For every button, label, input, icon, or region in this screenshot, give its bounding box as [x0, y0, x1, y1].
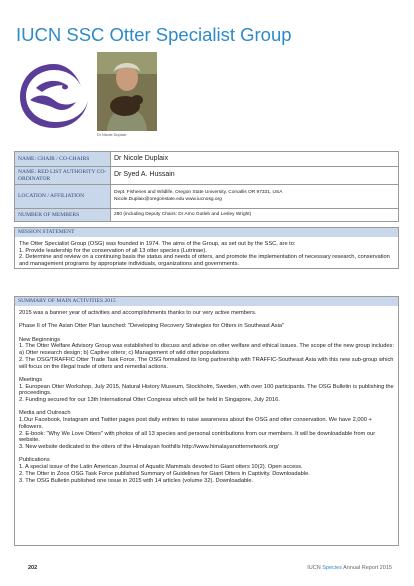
report-ref-prefix: IUCN [307, 565, 321, 571]
info-value [111, 209, 399, 222]
mission-text: The Otter Specialist Group (OSG) was founded in 1974. The aims of the Group, as set out by the SSC, are to: 1. Provide leadership for the conservation of all 13 otter species (Lutrinae). 2. Determine and review on a continuing basis the status and needs of otters, and promote the implementation of necessary research, conservation and management programs by appropriate individuals, organizations and governments. [19, 241, 390, 268]
page-number: 202 [28, 565, 38, 571]
mission-heading: MISSION STATEMENT [15, 228, 398, 237]
activities-body [15, 306, 398, 488]
info-value: Dr Nicole Duplaix [111, 152, 399, 167]
info-row-chair [15, 152, 399, 167]
info-row-members [15, 209, 399, 222]
info-label: NAME: RED LIST AUTHORITY CO-ORDINATOR [15, 167, 111, 185]
info-label: NUMBER OF MEMBERS [15, 209, 111, 222]
activities-paragraph: Phase II of The Asian Otter Plan launched: "Developing Recovery Strategies for Otters in Southeast Asia" [19, 323, 285, 330]
chair-photo [97, 52, 157, 131]
otter-group-logo [16, 60, 92, 132]
mission-body [15, 237, 398, 272]
info-label: NAME: CHAIR / CO-CHAIRS [15, 152, 111, 167]
activities-paragraph: Media and Outreach 1.Our Facebook, Instagram and Twitter pages post daily entries to raise awareness about the OSG and otter conservation. We have 2,000 + followers. 2. E-book: "Why We Love Otters" with photos of all 13 species and personal contributions from our members. It will be downloadable from our website. 3. New website dedicated to the otters of the Himalayan foothills http://www.himalayanotternetwork.org/ [19, 410, 376, 450]
info-label: LOCATION / AFFILIATION [15, 185, 111, 209]
report-reference [307, 565, 392, 571]
page-title: IUCN SSC Otter Specialist Group [16, 24, 292, 45]
info-row-location [15, 185, 399, 209]
info-table [14, 151, 399, 222]
activities-paragraph: New Beginnings 1. The Otter Welfare Advisory Group was established to discuss and advise on otter welfare and ethical issues. The scope of the new group includes: a) Otter research design; b) Captive otters; c) Management of wild otter populations 2. The OSG/TRAFFIC Otter Trade Task Force. The OSG formalized its long partnership with TRAFFIC-Southeast Asia with this new sub-group which will focus on the illegal trade of otters and remedial actions. [19, 336, 394, 370]
photo-caption: Dr Nicole Duplaix [97, 133, 127, 137]
mission-section [14, 227, 399, 269]
affiliation-text: Dept. Fisheries and Wildlife, Oregon State University, Corvallis OR 97331, USA Nicole.Duplaix@oregonstate.edu www.iucnosg.org [114, 190, 283, 202]
activities-section [14, 296, 399, 546]
info-row-red-list [15, 167, 399, 185]
activities-paragraph: 2015 was a banner year of activities and accomplishments thanks to our very active members. [19, 310, 257, 316]
info-value: Dr Syed A. Hussain [111, 167, 399, 185]
activities-heading: SUMMARY OF MAIN ACTIVITIES 2015 [15, 297, 398, 306]
info-value [111, 185, 399, 209]
activities-paragraph: Meetings 1. European Otter Workshop, July 2015, Natural History Museum, Stockholm, Sweden, with over 100 participants. The OSG Bulletin is publishing the proceedings. 2. Funding secured for our 13th International Otter Congress which will be held in Singapore, July 2016. [19, 376, 394, 404]
members-text: 280 (including Deputy Chairs: Dr Arno Gutleb and Lesley Wright) [114, 212, 252, 218]
report-ref-suffix: Annual Report 2015 [343, 565, 392, 571]
activities-paragraph: Publications 1. A special issue of the Latin American Journal of Aquatic Mammals devoted to Giant otters 10(2). Open access. 2. The Otter in Zoos OSG Task Force published Summary of Guidelines for Giant Otters in Captivity. Downloadable. 3. The OSG Bulletin published one issue in 2015 with 14 articles (volume 32). Downloadable. [19, 457, 310, 484]
report-ref-accent: Species [322, 565, 342, 571]
